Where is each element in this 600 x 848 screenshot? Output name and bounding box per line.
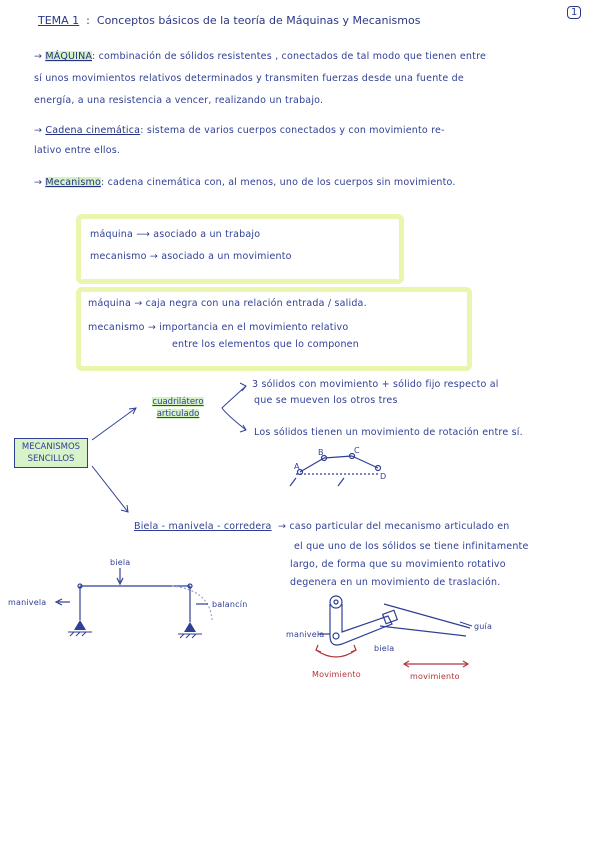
- def-maquina-line1: → MÁQUINA: combinación de sólidos resistentes , conectados de tal modo que tienen entre: [34, 51, 487, 62]
- page-title: TEMA 1 : Conceptos básicos de la teoría de Máquinas y Mecanismos: [38, 14, 421, 27]
- title-text: Conceptos básicos de la teoría de Máquinas y Mecanismos: [96, 14, 421, 27]
- right-guia-label: guía: [474, 622, 493, 631]
- box2-row1: máquina → caja negra con una relación entrada / salida.: [88, 298, 367, 309]
- arrow-to-quad: [92, 408, 136, 440]
- left-linkage-pins: [74, 620, 196, 632]
- def-maquina-line3: energía, a una resistencia a vencer, realizando un trabajo.: [34, 95, 324, 106]
- root-mecanismos-sencillos: MECANISMOS SENCILLOS: [14, 438, 88, 468]
- right-manivela-label: manivela: [286, 630, 325, 639]
- def-mecanismo-line1: → Mecanismo: cadena cinemática con, al menos, uno de los cuerpos sin movimiento.: [34, 177, 456, 188]
- bmc-note-line2: el que uno de los sólidos se tiene infinitamente: [294, 541, 529, 552]
- box2-row2: mecanismo → importancia en el movimiento relativo: [88, 322, 349, 333]
- term-cadena: Cadena cinemática: [45, 125, 141, 136]
- def-cadena-line1: → Cadena cinemática: sistema de varios cuerpos conectados y con movimiento re-: [34, 125, 445, 136]
- quad-brace-head-top: [240, 383, 246, 391]
- quad-note-line2: que se mueven los otros tres: [254, 395, 398, 406]
- page-number: 1: [567, 6, 581, 19]
- fourbar-label-d: D: [380, 472, 387, 481]
- fourbar-label-a: A: [294, 462, 300, 471]
- box1-row2: mecanismo → asociado a un movimiento: [90, 251, 292, 262]
- fourbar-label-b: B: [318, 448, 324, 457]
- left-linkage-ground: [68, 632, 202, 638]
- fourbar-sketch: [290, 454, 381, 487]
- rotation-label: Movimiento: [312, 670, 361, 679]
- translation-label: movimiento: [410, 672, 460, 681]
- bmc-note-line4: degenera en un movimiento de traslación.: [290, 577, 501, 588]
- quad-note-line1: 3 sólidos con movimiento + sólido fijo respecto al: [252, 379, 499, 390]
- fourbar-label-c: C: [354, 446, 360, 455]
- def-maquina-line2: sí unos movimientos relativos determinados y transmiten fuerzas desde una fuente de: [34, 73, 464, 84]
- quad-label: cuadrilátero articulado: [152, 397, 204, 419]
- tema-label: TEMA 1: [38, 14, 80, 27]
- box2-row3: entre los elementos que lo componen: [172, 339, 359, 350]
- bmc-note-line1: → caso particular del mecanismo articulado en: [278, 521, 510, 532]
- term-mecanismo: Mecanismo: [45, 177, 101, 188]
- bmc-note-line3: largo, de forma que su movimiento rotativo: [290, 559, 506, 570]
- quad-note-line3: Los sólidos tienen un movimiento de rotación entre sí.: [254, 427, 523, 438]
- right-biela-label: biela: [374, 644, 395, 653]
- left-linkage-sketch: [56, 568, 212, 622]
- def-cadena-line2: lativo entre ellos.: [34, 145, 121, 156]
- left-biela-label: biela: [110, 558, 131, 567]
- bmc-label: Biela - manivela - corredera: [134, 521, 272, 532]
- quad-brace: [222, 386, 246, 430]
- term-maquina: MÁQUINA: [45, 51, 92, 62]
- box1-row1: máquina ⟶ asociado a un trabajo: [90, 229, 261, 240]
- left-balancin-label: balancín: [212, 600, 248, 609]
- crank-slider-sketch: [318, 596, 470, 645]
- arrow-to-bmc: [92, 466, 128, 512]
- left-manivela-label: manivela: [8, 598, 47, 607]
